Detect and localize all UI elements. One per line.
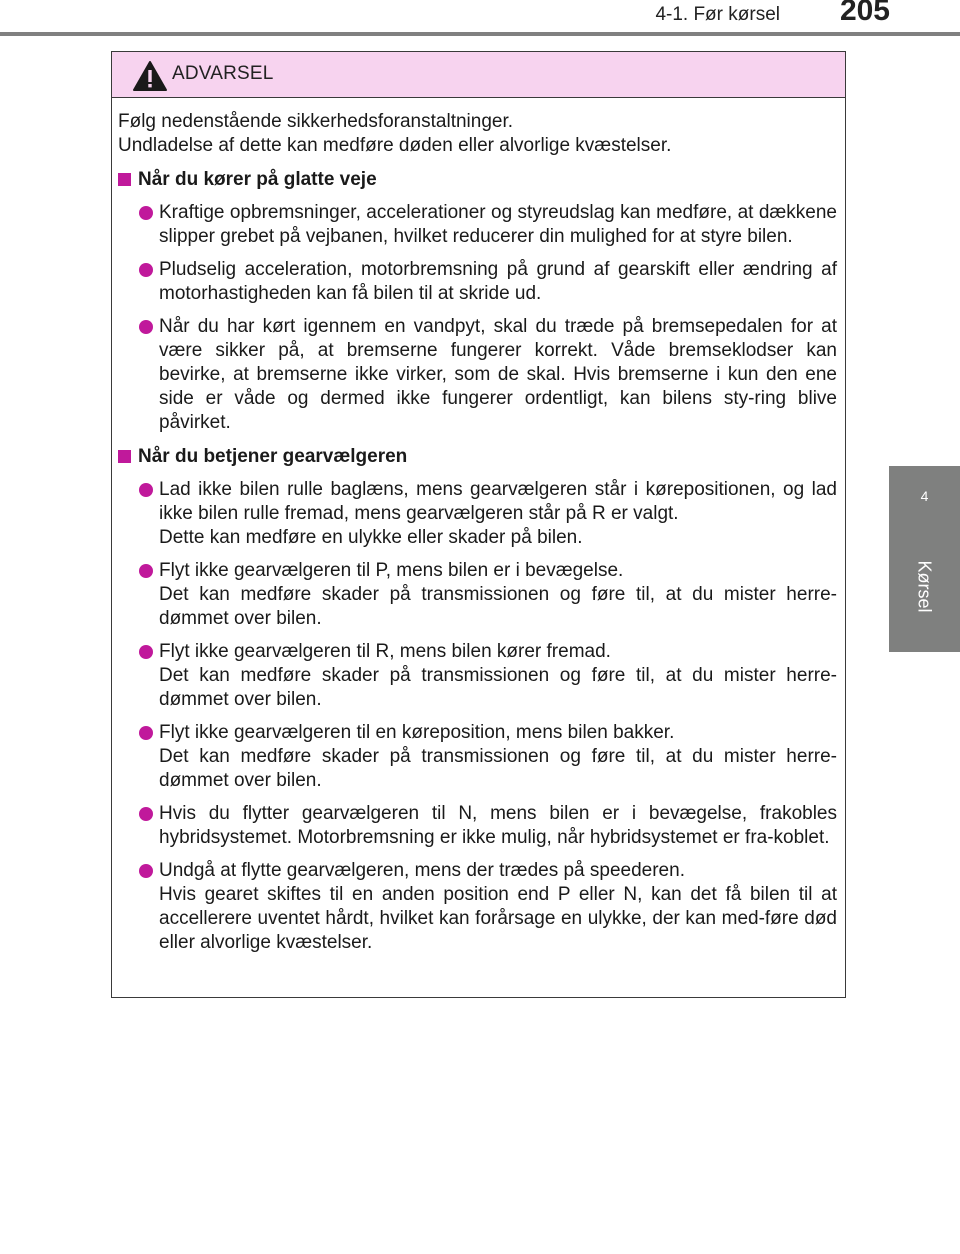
list-item-paragraph: Flyt ikke gearvælgeren til en køreposition, mens bilen bakker.	[159, 722, 675, 743]
list-item-text	[159, 859, 837, 955]
list-item-paragraph: Undgå at flytte gearvælgeren, mens der trædes på speederen.	[159, 860, 685, 881]
list-item-text	[159, 478, 837, 550]
list-item-text	[159, 559, 837, 631]
section-heading	[118, 168, 837, 192]
list-item	[118, 559, 837, 631]
section-heading	[118, 445, 837, 469]
list-item-paragraph: Kraftige opbremsninger, accelerationer og styreudslag kan medføre, at dækkene slipper grebet på vejbanen, hvilket reducerer din mulighed for at styre bilen.	[159, 202, 837, 247]
warning-intro: Undladelse af dette kan medføre døden eller alvorlige kvæstelser.	[118, 135, 672, 156]
round-bullet-icon	[139, 263, 153, 277]
chapter-tab	[889, 466, 960, 652]
page-number: 205	[839, 0, 890, 27]
square-bullet-icon	[118, 450, 131, 463]
list-item-paragraph: Hvis gearet skiftes til en anden position end P eller N, kan det få bilen til at accellerere uventet hårdt, hvilket kan forårsage en ulykke, der kan med-føre død eller alvorlige kvæstelser.	[159, 884, 837, 953]
round-bullet-icon	[139, 645, 153, 659]
list-item-paragraph: Flyt ikke gearvælgeren til P, mens bilen er i bevægelse.	[159, 560, 624, 581]
list-item-paragraph: Det kan medføre skader på transmissionen og føre til, at du mister herre-dømmet over bilen.	[159, 746, 837, 791]
warning-intro: Følg nedenstående sikkerhedsforanstaltninger.	[118, 111, 514, 132]
header-rule	[0, 32, 960, 36]
list-item-paragraph: Lad ikke bilen rulle baglæns, mens gearvælgeren står i kørepositionen, og lad ikke bilen rulle fremad, mens gearvælgeren står på R er valgt.	[159, 479, 837, 524]
list-item-paragraph: Dette kan medføre en ulykke eller skader på bilen.	[159, 527, 583, 548]
chapter-number: 4	[920, 488, 929, 504]
list-item-paragraph: Det kan medføre skader på transmissionen og føre til, at du mister herre-dømmet over bilen.	[159, 665, 837, 710]
section-title: 4-1. Før kørsel	[655, 4, 780, 25]
round-bullet-icon	[139, 564, 153, 578]
list-item	[118, 721, 837, 793]
list-item-paragraph: Det kan medføre skader på transmissionen og føre til, at du mister herre-dømmet over bilen.	[159, 584, 837, 629]
warning-header	[112, 52, 845, 98]
list-item	[118, 640, 837, 712]
list-item-text	[159, 640, 837, 712]
list-item	[118, 478, 837, 550]
warning-title: ADVARSEL	[172, 63, 274, 84]
list-item-paragraph: Pludselig acceleration, motorbremsning på grund af gearskift eller ændring af motorhastigheden kan få bilen til at skride ud.	[159, 259, 837, 304]
section-heading-text: Når du betjener gearvælgeren	[138, 446, 408, 467]
square-bullet-icon	[118, 173, 131, 186]
list-item	[118, 258, 837, 306]
warning-body	[112, 98, 845, 955]
round-bullet-icon	[139, 864, 153, 878]
round-bullet-icon	[139, 726, 153, 740]
round-bullet-icon	[139, 320, 153, 334]
list-item	[118, 315, 837, 435]
warning-triangle-icon	[132, 60, 168, 92]
round-bullet-icon	[139, 807, 153, 821]
list-item-paragraph: Hvis du flytter gearvælgeren til N, mens bilen er i bevægelse, frakobles hybridsystemet. Motorbremsning er ikke mulig, når hybridsystemet er fra-koblet.	[159, 803, 837, 848]
list-item-text	[159, 315, 837, 435]
list-item-text	[159, 721, 837, 793]
section-heading-text: Når du kører på glatte veje	[138, 169, 377, 190]
round-bullet-icon	[139, 483, 153, 497]
list-item	[118, 859, 837, 955]
list-item-paragraph: Flyt ikke gearvælgeren til R, mens bilen kører fremad.	[159, 641, 611, 662]
list-item-text	[159, 201, 837, 249]
warning-box	[111, 51, 846, 998]
list-item	[118, 201, 837, 249]
chapter-label: Kørsel	[914, 559, 935, 613]
list-item-text	[159, 802, 837, 850]
list-item-paragraph: Når du har kørt igennem en vandpyt, skal du træde på bremsepedalen for at være sikker på, at bremserne fungerer korrekt. Våde bremseklodser kan bevirke, at bremserne ikke virker, som de skal. Hvis bremserne i kun den ene side er våde og dermed ikke fungerer ordentligt, kan bilens sty-ring blive påvirket.	[159, 316, 837, 433]
list-item-text	[159, 258, 837, 306]
list-item	[118, 802, 837, 850]
round-bullet-icon	[139, 206, 153, 220]
